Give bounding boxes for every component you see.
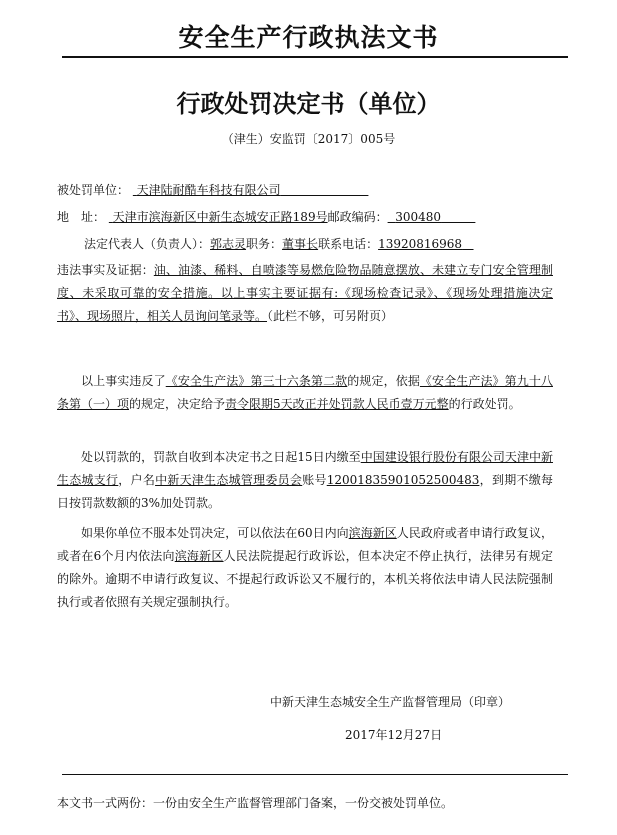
facts-label: 违法事实及证据：: [57, 263, 154, 277]
appeal-paragraph: 如果你单位不服本处罚决定，可以依法在60日内向滨海新区人民政府或者申请行政复议，或者在6个月内依法向滨海新区人民法院提起行政诉讼，但本决定不停止执行，法律另有规定的除外。逾期不申请行政复议、不提起行政诉讼又不履行的，本机关将依法申请人民法院强制执行或者依照有关规定强制执行。: [57, 526, 553, 609]
phone-value: 13920816968: [378, 237, 463, 251]
phone-label: 联系电话：: [318, 237, 379, 251]
rep-label: 法定代表人（负责人）：: [84, 237, 211, 251]
facts-note: （此栏不够，可另附页）: [267, 309, 394, 323]
violation-paragraph: 以上事实违反了《安全生产法》第三十六条第二款的规定，依据《安全生产法》第九十八条第（一）项的规定，决定给予责令限期5天改正并处罚款人民币壹万元整的行政处罚。: [57, 374, 553, 411]
appeal-court: 滨海新区: [174, 549, 224, 563]
rep-title-value: 董事长: [282, 237, 319, 251]
rep-title-label: 职务：: [246, 237, 283, 251]
header-divider: [62, 56, 568, 58]
address-value: 天津市滨海新区中新生态城安正路189号: [112, 210, 328, 224]
party-name-row: [57, 181, 368, 198]
appeal-government: 滨海新区: [348, 526, 397, 540]
account-number: 12001835901052500483: [326, 473, 480, 487]
postcode-label: 邮政编码：: [327, 210, 388, 224]
payment-paragraph: 处以罚款的，罚款自收到本决定书之日起15日内缴至中国建设银行股份有限公司天津中新生态城支行，户名中新天津生态城管理委员会账号12001835901052500483，到期不缴每日按罚款数额的3%加处罚款。: [57, 450, 553, 510]
account-name: 中新天津生态城管理委员会: [155, 473, 303, 487]
postcode-value: 300480: [395, 210, 442, 224]
bank-name: 中国建设银行股份有限公司天津中新生态城支行: [57, 450, 553, 487]
facts-text: 油、油漆、稀料、自喷漆等易燃危险物品随意摆放、未建立专门安全管理制度、未采取可靠的安全措施。以上事实主要证据有:《现场检查记录》、《现场处理措施决定书》、现场照片，相关人员询问笔录等。: [57, 263, 553, 323]
violated-law: 《安全生产法》第三十六条第二款: [165, 374, 348, 388]
facts-section: [57, 259, 553, 328]
penalty-basis: 《安全生产法》第九十八条第（一）项: [57, 374, 553, 411]
party-rep-row: [84, 235, 474, 252]
footer-divider: [62, 774, 568, 775]
party-name-value: 天津陆耐酷车科技有限公司: [136, 183, 281, 197]
rep-value: 郭志灵: [210, 237, 247, 251]
document-number: （津生）安监罚〔2017〕005号: [221, 132, 396, 146]
issue-date: 2017年12月27日: [345, 728, 443, 742]
issuing-authority: 中新天津生态城安全生产监督管理局（印章）: [270, 695, 511, 709]
document-title: 行政处罚决定书（单位）: [176, 89, 441, 118]
party-address-row: [57, 208, 475, 225]
party-name-label: 被处罚单位：: [57, 183, 130, 197]
document-header: 安全生产行政执法文书: [178, 23, 439, 52]
penalty-decision: 责令限期5天改正并处罚款人民币壹万元整: [225, 397, 449, 411]
address-label: 地 址：: [57, 210, 106, 224]
footer-note: 本文书一式两份：一份由安全生产监督管理部门备案，一份交被处罚单位。: [57, 796, 454, 810]
